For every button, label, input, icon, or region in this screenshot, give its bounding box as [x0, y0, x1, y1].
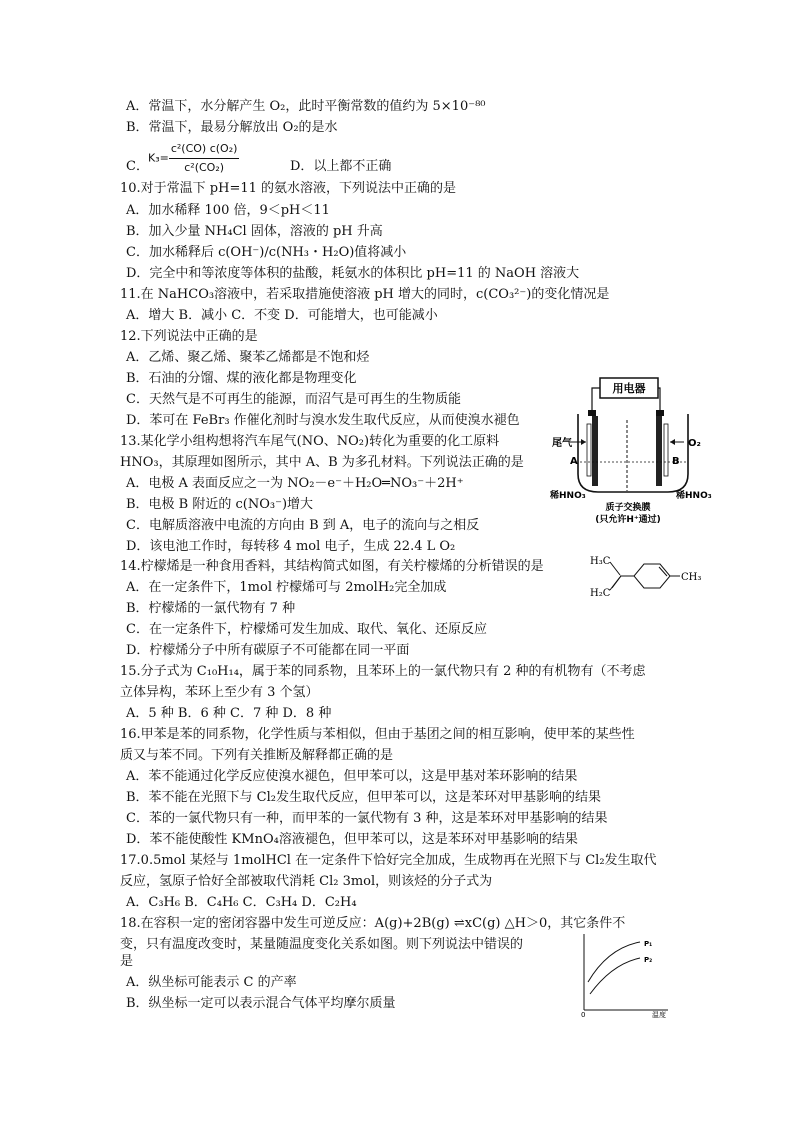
q11-stem: 11.在 NaHCO₃溶液中，若采取措施使溶液 pH 增大的同时，c(CO₃²⁻)的变化情况是: [120, 287, 610, 302]
limonene-bottom-label: H₂C: [590, 588, 611, 599]
q15-options: A．5 种 B．6 种 C．7 种 D．8 种: [126, 706, 332, 721]
fuel-cell-diagram: [548, 374, 723, 526]
q18-option-a: A．纵坐标可能表示 C 的产率: [126, 975, 297, 990]
q18-option-b: B．纵坐标一定可以表示混合气体平均摩尔质量: [126, 996, 396, 1011]
formula-numerator: c²(CO) c(O₂): [169, 140, 240, 159]
q11-options: A．增大 B．减小 C．不变 D．可能增大，也可能减小: [126, 308, 438, 323]
q13-option-b: B．电极 B 附近的 c(NO₃⁻)增大: [126, 497, 314, 512]
q14-stem: 14.柠檬烯是一种食用香料，其结构简式如图，有关柠檬烯的分析错误的是: [120, 559, 544, 574]
left-wire: [592, 388, 600, 410]
limonene-structure: [588, 550, 708, 605]
right-cap: [656, 410, 664, 416]
q16-option-d: D．苯不能使酸性 KMnO₄溶液褪色，但甲苯可以，这是苯环对甲基影响的结果: [126, 832, 578, 847]
membrane-note: (只允许H⁺通过): [595, 515, 661, 525]
q10-option-b: B．加入少量 NH₄Cl 固体，溶液的 pH 升高: [126, 224, 383, 239]
q9-option-b: B．常温下，最易分解放出 O₂的是水: [126, 120, 338, 135]
cyclohexene-ring: [634, 564, 670, 588]
formula-denominator: c²(CO₂): [184, 161, 225, 174]
q17-stem-1: 17.0.5mol 某烃与 1molHCl 在一定条件下恰好完全加成，生成物再在光照下与 Cl₂发生取代: [120, 853, 657, 868]
q16-option-a: A．苯不能通过化学反应使溴水褪色，但甲苯可以，这是甲基对苯环影响的结果: [126, 769, 578, 784]
q17-stem-2: 反应，氢原子恰好全部被取代消耗 Cl₂ 3mol，则该烃的分子式为: [120, 874, 493, 889]
q12-option-c: C．天然气是不可再生的能源，而沼气是可再生的生物质能: [126, 392, 461, 407]
device-label: 用电器: [612, 382, 646, 395]
q17-options: A．C₃H₆ B．C₄H₆ C．C₃H₄ D．C₂H₄: [126, 895, 357, 910]
left-cap: [588, 410, 596, 416]
electrode-b-label: B: [672, 456, 680, 467]
curve-p1: [588, 942, 640, 982]
electrode-a: [592, 416, 598, 486]
q13-stem-1: 13.某化学小组构想将汽车尾气(NO、NO₂)转化为重要的化工原料: [120, 434, 500, 449]
p1-label: P₁: [644, 940, 653, 948]
q16-option-c: C．苯的一氯代物只有一种，而甲苯的一氯代物有 3 种，这是苯环对甲基影响的结果: [126, 811, 608, 826]
q12-option-a: A．乙烯、聚乙烯、聚苯乙烯都是不饱和烃: [126, 350, 370, 365]
formula-k: K₃=: [148, 151, 169, 165]
limonene-top-label: H₃C: [590, 556, 611, 567]
q9-option-c: C．: [126, 159, 149, 174]
right-gas-tube: [664, 424, 668, 476]
temperature-graph: [578, 930, 673, 1018]
q9-option-a: A．常温下，水分解产生 O₂，此时平衡常数的值约为 5×10⁻⁸⁰: [126, 99, 486, 114]
q10-option-d: D．完全中和等浓度等体积的盐酸，耗氨水的体积比 pH=11 的 NaOH 溶液大: [126, 266, 580, 281]
q16-stem-1: 16.甲苯是苯的同系物，化学性质与苯相似，但由于基团之间的相互影响，使甲苯的某些性: [120, 727, 635, 742]
q10-option-a: A．加水稀释 100 倍，9＜pH＜11: [126, 203, 330, 218]
p2-label: P₂: [644, 956, 653, 964]
q14-option-d: D．柠檬烯分子中所有碳原子不可能都在同一平面: [126, 643, 410, 658]
o2-label: O₂: [688, 438, 701, 449]
q14-option-a: A．在一定条件下，1mol 柠檬烯可与 2molH₂完全加成: [126, 580, 447, 595]
q15-stem-1: 15.分子式为 C₁₀H₁₄，属于苯的同系物，且苯环上的一氯代物只有 2 种的有机物有（不考虑: [120, 664, 646, 679]
q18-stem-2: 变，只有温度改变时，某量随温度变化关系如图。则下列说法中错误的: [120, 937, 524, 952]
q15-stem-2: 立体异构，苯环上至少有 3 个氢）: [120, 685, 319, 700]
electrode-a-label: A: [570, 456, 578, 467]
membrane-label: 质子交换膜: [605, 503, 651, 513]
limonene-right-label: CH₃: [681, 572, 702, 583]
q16-stem-2: 质又与苯不同。下列有关推断及解释都正确的是: [120, 748, 394, 763]
q12-stem: 12.下列说法中正确的是: [120, 329, 258, 344]
x-axis-label: 温度: [652, 1011, 666, 1018]
formula-fraction: [169, 140, 240, 177]
right-acid-label: 稀HNO₃: [676, 491, 712, 501]
q16-option-b: B．苯不能在光照下与 Cl₂发生取代反应，但甲苯可以，这是苯环对甲基影响的结果: [126, 790, 602, 805]
q12-option-d: D．苯可在 FeBr₃ 作催化剂时与溴水发生取代反应，从而使溴水褪色: [126, 413, 520, 428]
q12-option-b: B．石油的分馏、煤的液化都是物理变化: [126, 371, 357, 386]
equilibrium-formula: [148, 140, 239, 177]
origin-label: 0: [581, 1011, 586, 1018]
q13-option-d: D．该电池工作时，每转移 4 mol 电子，生成 22.4 L O₂: [126, 539, 456, 554]
electrode-b: [656, 416, 662, 486]
q13-option-a: A．电极 A 表面反应之一为 NO₂－e⁻＋H₂O═NO₃⁻＋2H⁺: [126, 476, 464, 491]
q13-option-c: C．电解质溶液中电流的方向由 B 到 A，电子的流向与之相反: [126, 518, 480, 533]
q18-stem-3: 是: [120, 954, 134, 969]
q14-option-b: B．柠檬烯的一氯代物有 7 种: [126, 601, 296, 616]
exhaust-label: 尾气: [552, 438, 572, 449]
q10-stem: 10.对于常温下 pH=11 的氨水溶液，下列说法中正确的是: [120, 181, 457, 196]
q10-option-c: C．加水稀释后 c(OH⁻)/c(NH₃・H₂O)值将减小: [126, 245, 407, 260]
left-acid-label: 稀HNO₃: [550, 491, 586, 501]
left-gas-tube: [587, 424, 591, 476]
q14-option-c: C．在一定条件下，柠檬烯可发生加成、取代、氧化、还原反应: [126, 622, 487, 637]
q9-option-d: D．以上都不正确: [290, 159, 392, 174]
q13-stem-2: HNO₃，其原理如图所示，其中 A、B 为多孔材料。下列说法正确的是: [120, 455, 524, 470]
q18-stem-1: 18.在容积一定的密闭容器中发生可逆反应：A(g)+2B(g) ⇌xC(g) △H＞0，其它条件不: [120, 916, 626, 931]
curve-p2: [590, 958, 640, 994]
